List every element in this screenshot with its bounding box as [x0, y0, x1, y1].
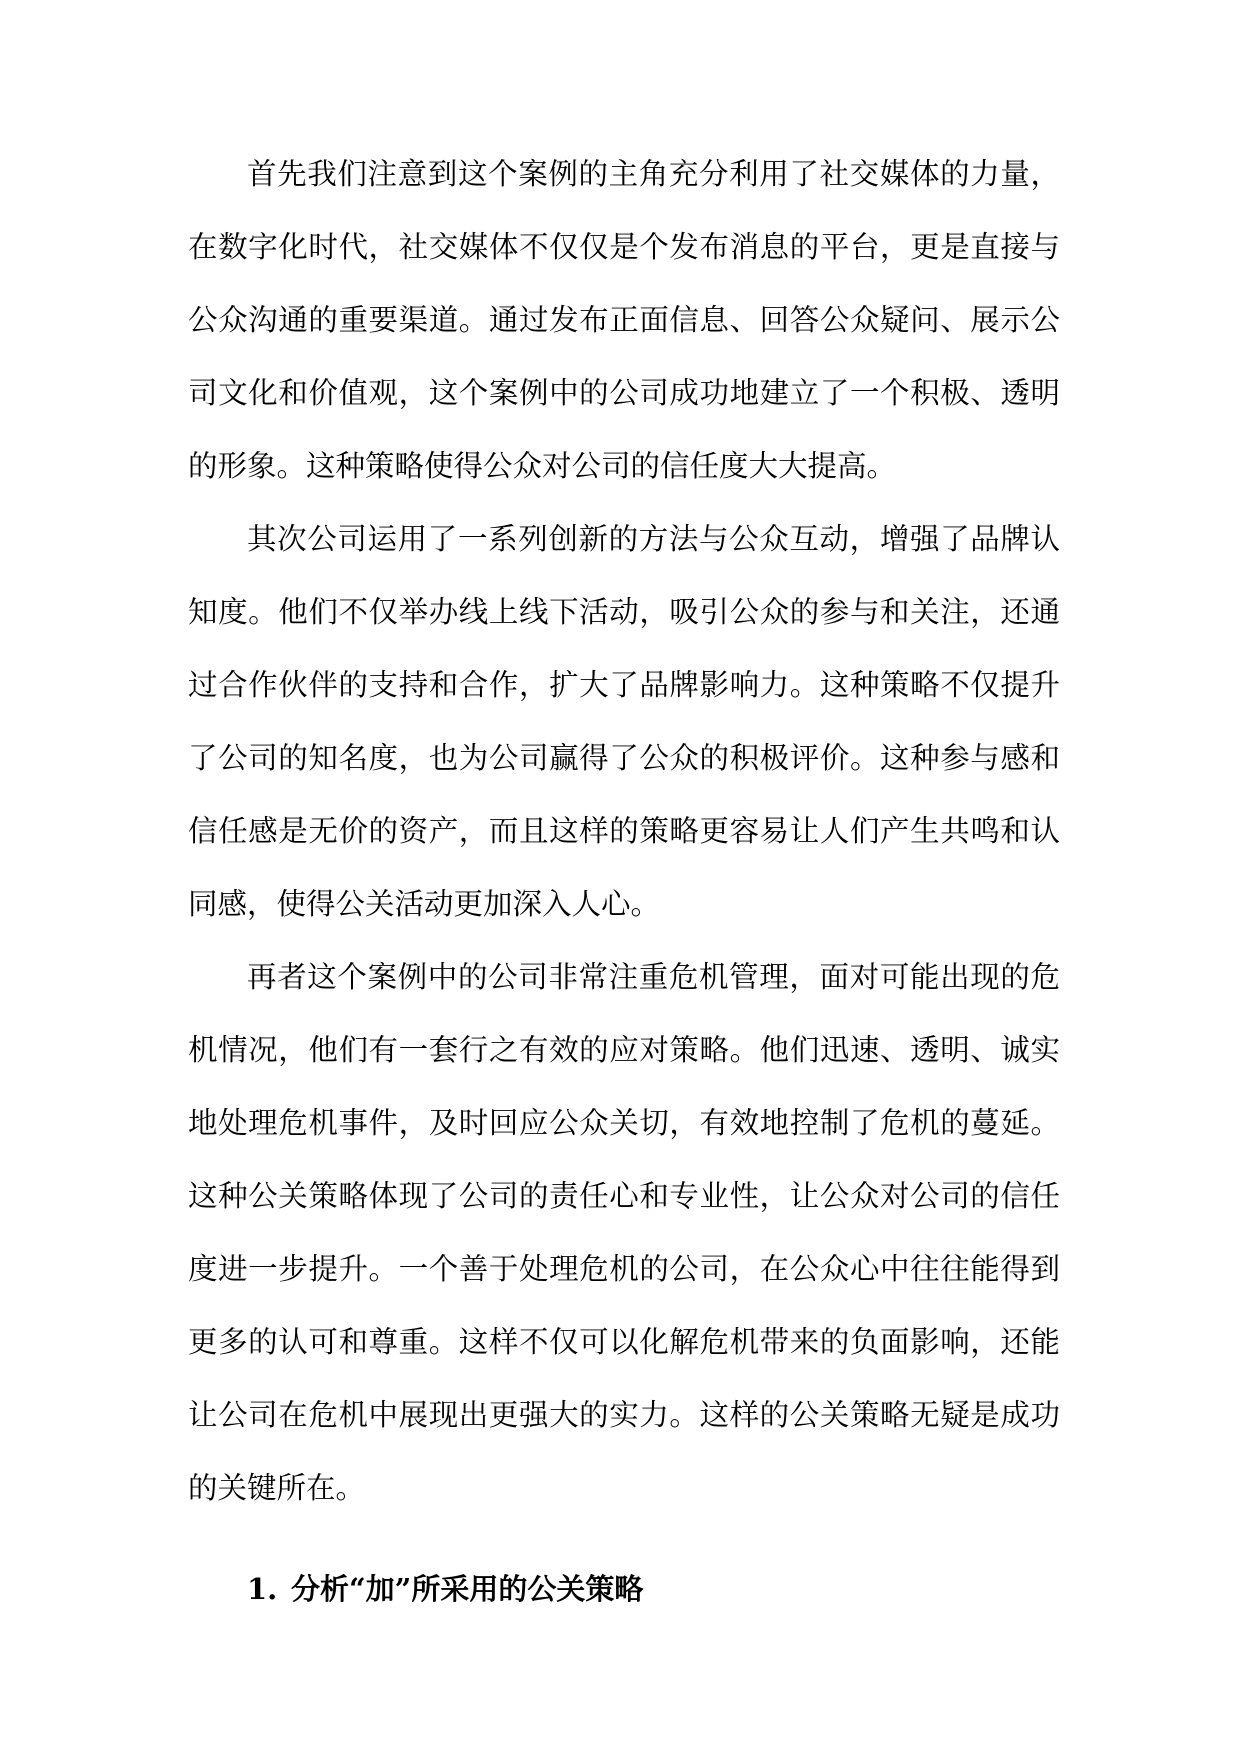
paragraph-crisis-management: 再者这个案例中的公司非常注重危机管理，面对可能出现的危机情况，他们有一套行之有效的应对策略。他们迅速、透明、诚实地处理危机事件，及时回应公众关切，有效地控制了危机的蔓延。这种公关策略体现了公司的责任心和专业性，让公众对公司的信任度进一步提升。一个善于处理危机的公司，在公众心中往往能得到更多的认可和尊重。这样不仅可以化解危机带来的负面影响，还能让公司在危机中展现出更强大的实力。这样的公关策略无疑是成功的关键所在。 [188, 960, 1060, 1505]
section-heading-number: 1. [247, 1572, 278, 1606]
paragraph-public-interaction: 其次公司运用了一系列创新的方法与公众互动，增强了品牌认知度。他们不仅举办线上线下活动，吸引公众的参与和关注，还通过合作伙伴的支持和合作，扩大了品牌影响力。这种策略不仅提升了公司的知名度，也为公司赢得了公众的积极评价。这种参与感和信任感是无价的资产，而且这样的策略更容易让人们产生共鸣和认同感，使得公关活动更加深入人心。 [188, 522, 1060, 921]
paragraph-social-media: 首先我们注意到这个案例的主角充分利用了社交媒体的力量，在数字化时代，社交媒体不仅仅是个发布消息的平台，更是直接与公众沟通的重要渠道。通过发布正面信息、回答公众疑问、展示公司文化和价值观，这个案例中的公司成功地建立了一个积极、透明的形象。这种策略使得公众对公司的信任度大大提高。 [188, 157, 1060, 483]
section-heading [188, 1559, 1060, 1619]
document-body [188, 138, 1060, 1619]
section-heading-text: 分析“加”所采用的公关策略 [291, 1572, 644, 1606]
